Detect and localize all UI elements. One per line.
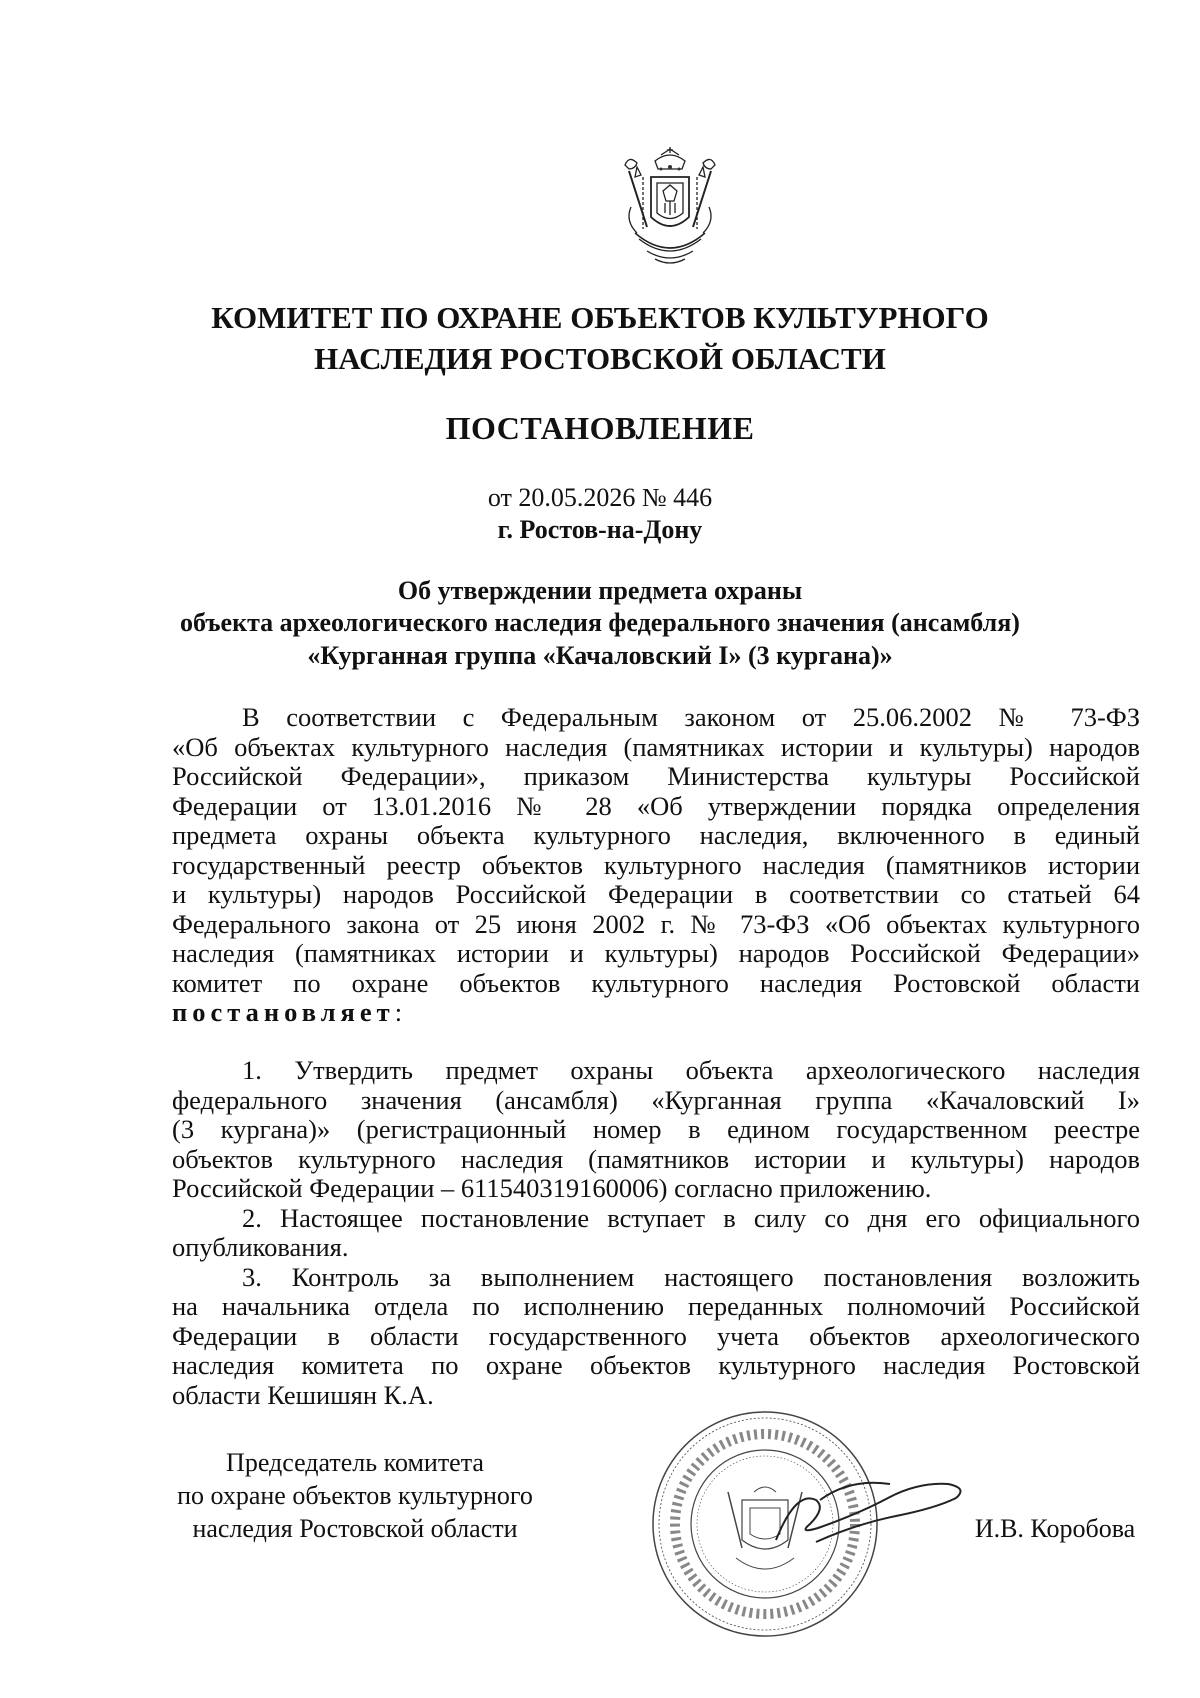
- handwritten-signature: [770, 1470, 980, 1560]
- preamble-line: комитет по охране объектов культурного наследия Ростовской области: [172, 968, 1140, 998]
- signer-position-line3: наследия Ростовской области: [192, 1514, 518, 1543]
- signer-position-line2: по охране объектов культурного: [177, 1481, 533, 1510]
- item-line: федерального значения (ансамбля) «Курганная группа «Качаловский I»: [172, 1085, 1140, 1115]
- preamble-line: В соответствии с Федеральным законом от 25.06.2002 № 73-ФЗ: [242, 702, 1140, 732]
- signer-position-line1: Председатель комитета: [226, 1448, 484, 1477]
- preamble-line: государственный реестр объектов культурного наследия (памятников истории: [172, 850, 1140, 880]
- document-title-line3: «Курганная группа «Качаловский I» (3 кургана)»: [307, 641, 893, 670]
- item-line: 3. Контроль за выполнением настоящего постановления возложить: [242, 1262, 1140, 1292]
- coat-of-arms-emblem: [617, 147, 723, 269]
- item-line: опубликования.: [172, 1232, 349, 1262]
- preamble-line: и культуры) народов Российской Федерации в соответствии со статьей 64: [172, 879, 1140, 909]
- committee-name-line2: НАСЛЕДИЯ РОСТОВСКОЙ ОБЛАСТИ: [314, 341, 886, 376]
- item-line: 2. Настоящее постановление вступает в силу со дня его официального: [242, 1203, 1140, 1233]
- document-title-line1: Об утверждении предмета охраны: [397, 576, 803, 605]
- preamble-line: «Об объектах культурного наследия (памятниках истории и культуры) народов: [172, 732, 1140, 762]
- decree-colon: :: [394, 997, 403, 1027]
- item-line: области Кешишян К.А.: [172, 1380, 434, 1410]
- preamble-line: наследия (памятниках истории и культуры) народов Российской Федерации»: [172, 938, 1140, 968]
- item-line: на начальника отдела по исполнению переданных полномочий Российской: [172, 1291, 1140, 1321]
- document-title-line2: объекта археологического наследия федерального значения (ансамбля): [180, 608, 1020, 637]
- preamble-line: предмета охраны объекта культурного наследия, включенного в единый: [172, 820, 1140, 850]
- document-type-heading: ПОСТАНОВЛЕНИЕ: [445, 410, 755, 446]
- decree-line: [172, 997, 1140, 1027]
- item-line: Российской Федерации – 611540319160006) согласно приложению.: [172, 1173, 932, 1203]
- item-line: (3 кургана)» (регистрационный номер в едином государственном реестре: [172, 1114, 1140, 1144]
- item-line: объектов культурного наследия (памятников истории и культуры) народов: [172, 1144, 1140, 1174]
- item-line: Федерации в области государственного учета объектов археологического: [172, 1321, 1140, 1351]
- preamble-line: Федерального закона от 25 июня 2002 г. № 73-ФЗ «Об объектах культурного: [172, 909, 1140, 939]
- document-date-number: от 20.05.2026 № 446: [487, 483, 713, 512]
- preamble-line: Российской Федерации», приказом Министерства культуры Российской: [172, 761, 1140, 791]
- signer-name: И.В. Коробова: [974, 1514, 1136, 1543]
- committee-name-line1: КОМИТЕТ ПО ОХРАНЕ ОБЪЕКТОВ КУЛЬТУРНОГО: [211, 300, 989, 335]
- preamble-line: Федерации от 13.01.2016 № 28 «Об утверждении порядка определения: [172, 791, 1140, 821]
- decree-word: постановляет: [172, 997, 395, 1027]
- item-line: 1. Утвердить предмет охраны объекта археологического наследия: [242, 1055, 1140, 1085]
- document-city: г. Ростов-на-Дону: [497, 515, 703, 544]
- item-line: наследия комитета по охране объектов культурного наследия Ростовской: [172, 1350, 1140, 1380]
- signer-position: [150, 1446, 560, 1545]
